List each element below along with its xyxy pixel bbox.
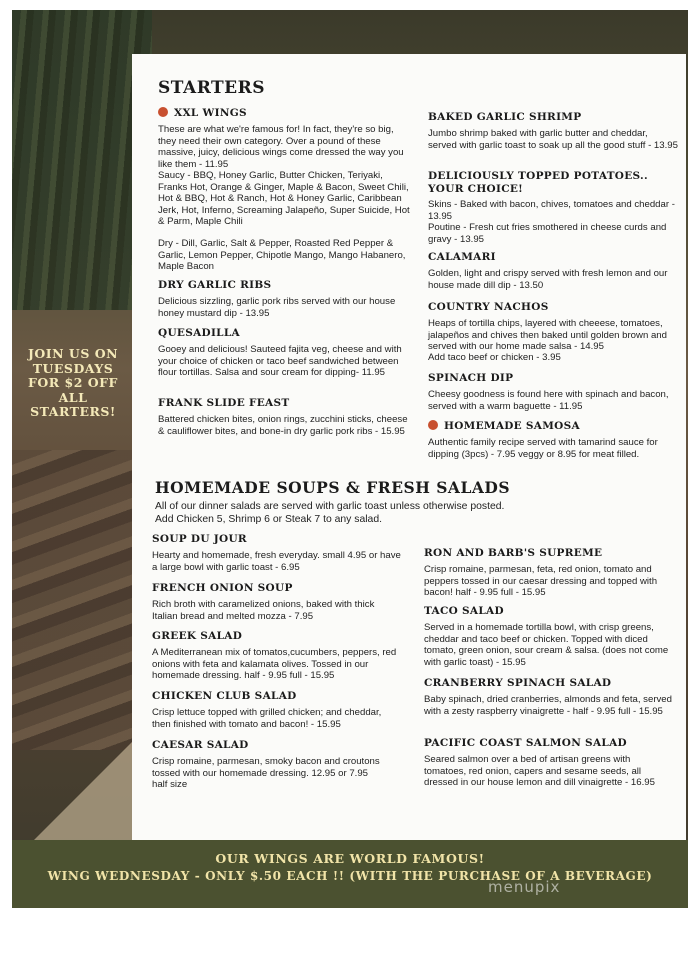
pacific-salmon-salad-desc: Seared salmon over a bed of artisan greens with tomatoes, red onion, capers and sesame seeds, all dressed in our house lemon and dill vinaigrette - 16.95 [424,754,655,789]
taco-salad-title: TACO SALAD [424,605,504,617]
country-nachos-desc: Heaps of tortilla chips, layered with cheeese, tomatoes, jalapeños and chives then baked until golden brown and served with our home made salsa - 14.95 [428,318,667,353]
baked-garlic-shrimp-title: BAKED GARLIC SHRIMP [428,111,582,123]
spinach-dip-desc: Cheesy goodness is found here with spinach and bacon, served with a warm baguette - 11.95 [428,389,669,412]
french-onion-soup-desc: Rich broth with caramelized onions, baked with thick Italian bread and melted mozza - 7.95 [152,599,375,622]
quesadilla-title: QUESADILLA [158,327,240,339]
soups-intro: All of our dinner salads are served with garlic toast unless otherwise posted. [155,501,505,512]
topped-potatoes-skins: Skins - Baked with bacon, chives, tomatoes and cheddar - 13.95 [428,199,675,222]
cranberry-spinach-salad-desc: Baby spinach, dried cranberries, almonds and feta, served with a zesty raspberry vinaigrette - half - 9.95 full - 15.95 [424,694,672,717]
frank-slide-feast-title: FRANK SLIDE FEAST [158,397,290,409]
dry-garlic-ribs-desc: Delicious sizzling, garlic pork ribs served with our house honey mustard dip - 13.95 [158,296,396,319]
quesadilla-desc: Gooey and delicious! Sauteed fajita veg, cheese and with your choice of chicken or taco beef sandwiched between flour tortillas. Salsa and sour cream for dipping- 11.95 [158,344,402,379]
wings-famous-line: OUR WINGS ARE WORLD FAMOUS! [215,851,485,866]
tuesday-promo: JOIN US ON TUESDAYS FOR $2 OFF ALL STARTERS! [27,346,119,419]
country-nachos-title: COUNTRY NACHOS [428,301,549,313]
soup-du-jour-desc: Hearty and homemade, fresh everyday. small 4.95 or have a large bowl with garlic toast - 6.95 [152,550,401,573]
calamari-title: CALAMARI [428,251,496,263]
rock-image [12,450,152,750]
pacific-salmon-salad-title: PACIFIC COAST SALMON SALAD [424,737,627,749]
ron-barb-supreme-title: RON AND BARB'S SUPREME [424,547,603,559]
greek-salad-desc: A Mediterranean mix of tomatos,cucumbers, peppers, red onions with feta and kalamata olives. Tossed in our homemade dressing. half - 9.95 full - 15.95 [152,647,397,682]
wing-wednesday-line: WING WEDNESDAY - ONLY $.50 EACH !! (WITH THE PURCHASE OF A BEVERAGE) [47,869,653,883]
soups-salads-heading: HOMEMADE SOUPS & FRESH SALADS [155,478,511,497]
ron-barb-supreme-desc: Crisp romaine, parmesan, feta, red onion, tomato and peppers tossed in our caesar dressing and topped with bacon! half - 9.95 full - 15.95 [424,564,658,599]
calamari-desc: Golden, light and crispy served with fresh lemon and our house made dill dip - 13.50 [428,268,668,291]
caesar-salad-title: CAESAR SALAD [152,739,249,751]
soup-du-jour-title: SOUP DU JOUR [152,533,247,545]
xxl-wings-title: XXL WINGS [158,107,247,119]
country-nachos-add: Add taco beef or chicken - 3.95 [428,352,561,363]
starters-heading: STARTERS [158,78,266,98]
star-icon [428,420,438,430]
chicken-club-salad-desc: Crisp lettuce topped with grilled chicken; and cheddar, then finished with tomato and bacon! - 15.95 [152,707,382,730]
xxl-wings-saucy: Saucy - BBQ, Honey Garlic, Butter Chicken, Teriyaki, Franks Hot, Orange & Ginger, Maple & Bacon, Sweet Chili, Hot & BBQ, Hot & Ranch, Hot & Honey Garlic, Caribbean Jerk, Hot, Inferno, Screaming Jalapeño, Super Suicide, Hot & Parm, Maple Chili [158,170,410,228]
soups-intro-addons: Add Chicken 5, Shrimp 6 or Steak 7 to any salad. [155,514,382,525]
homemade-samosa-desc: Authentic family recipe served with tamarind sauce for dipping (3pcs) - 7.95 veggy or 8.95 for meat filled. [428,437,658,460]
footer-banner [12,840,688,908]
menupix-watermark: menupix [488,878,561,896]
cranberry-spinach-salad-title: CRANBERRY SPINACH SALAD [424,677,612,689]
frank-slide-feast-desc: Battered chicken bites, onion rings, zucchini sticks, cheese & cauliflower bites, and bone-in dry garlic pork ribs - 15.95 [158,414,408,437]
dry-garlic-ribs-title: DRY GARLIC RIBS [158,279,272,291]
spinach-dip-title: SPINACH DIP [428,372,514,384]
topped-potatoes-poutine: Poutine - Fresh cut fries smothered in cheese curds and gravy - 13.95 [428,222,667,245]
french-onion-soup-title: FRENCH ONION SOUP [152,582,293,594]
greek-salad-title: GREEK SALAD [152,630,243,642]
chicken-club-salad-title: CHICKEN CLUB SALAD [152,690,297,702]
xxl-wings-desc: These are what we're famous for! In fact, they're so big, they need their own category. Over a pound of these massive, juicy, delicious wings come dressed the way you like them - 11.95 [158,124,404,170]
homemade-samosa-title: HOMEMADE SAMOSA [428,420,580,432]
xxl-wings-dry: Dry - Dill, Garlic, Salt & Pepper, Roasted Red Pepper & Garlic, Lemon Pepper, Chipotle Mango, Mango Habanero, Maple Bacon [158,238,406,273]
caesar-salad-desc: Crisp romaine, parmesan, smoky bacon and croutons tossed with our homemade dressing. 12.95 or 7.95 half size [152,756,380,791]
taco-salad-desc: Served in a homemade tortilla bowl, with crisp greens, cheddar and taco beef or chicken. Topped with diced tomato, green onion, sour cream & salsa. (does not come with garlic toast) - 15.95 [424,622,669,668]
baked-garlic-shrimp-desc: Jumbo shrimp baked with garlic butter and cheddar, served with garlic toast to soak up all the good stuff - 13.95 [428,128,678,151]
star-icon [158,107,168,117]
topped-potatoes-title: DELICIOUSLY TOPPED POTATOES.. YOUR CHOICE! [428,170,648,195]
forest-image [12,10,152,310]
